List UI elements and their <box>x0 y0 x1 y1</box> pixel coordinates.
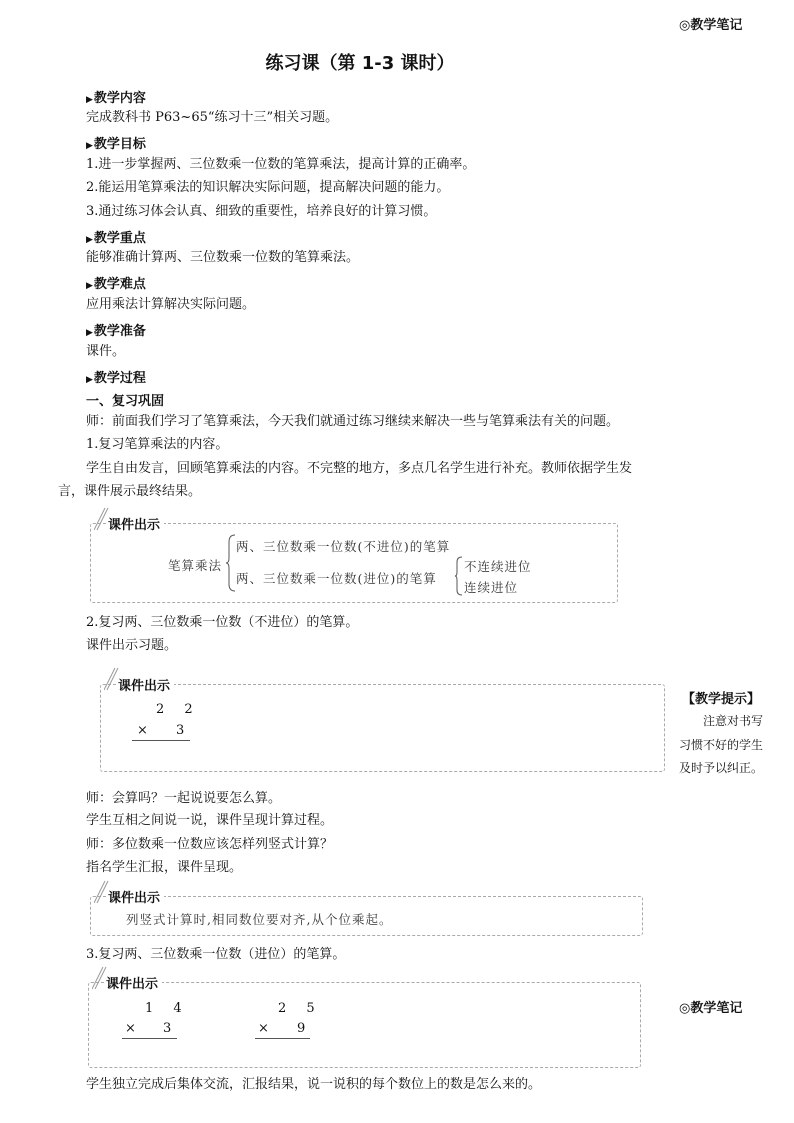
underline <box>132 740 190 741</box>
triangle-icon: ▶ <box>86 95 93 105</box>
tree-root: 笔算乘法 <box>168 558 223 573</box>
times-sign: × <box>258 1021 269 1036</box>
prep-text: 课件。 <box>86 344 126 359</box>
paragraph-t3a: 学生自由发言，回顾笔算乘法的内容。不完整的地方，多点几名学生进行补充。教师依据学生发 <box>86 461 633 476</box>
triangle-icon: ▶ <box>86 141 93 151</box>
paragraph-t5: 课件出示习题。 <box>86 638 178 653</box>
goal-2: 2.能运用笔算乘法的知识解决实际问题，提高解决问题的能力。 <box>86 180 450 195</box>
teaching-tip-header: 【教学提示】 <box>682 692 761 707</box>
content-text: 完成教科书 P63~65“练习十三”相关习题。 <box>86 110 339 125</box>
tree-sub-1: 不连续进位 <box>464 559 532 574</box>
underline <box>255 1038 310 1039</box>
paragraph-t8: 师：多位数乘一位数应该怎样列竖式计算？ <box>86 837 334 852</box>
paragraph-t9: 指名学生汇报，课件呈现。 <box>86 860 243 875</box>
multiplier-b: 9 <box>297 1021 314 1036</box>
paragraph-t6: 师：会算吗？一起说说要怎么算。 <box>86 791 282 806</box>
triangle-icon: ▶ <box>86 281 93 291</box>
triangle-icon: ▶ <box>86 375 93 385</box>
times-sign: × <box>125 1021 136 1036</box>
page-title: 练习课（第 1-3 课时） <box>265 53 455 74</box>
multiplier: 3 <box>176 723 193 738</box>
paragraph-t1: 师：前面我们学习了笔算乘法，今天我们就通过练习继续来解决一些与笔算乘法有关的问题。 <box>86 414 620 429</box>
section-header-prep: ▶教学准备 <box>86 324 146 339</box>
tree-branch-1: 两、三位数乘一位数(不进位)的笔算 <box>236 539 451 554</box>
section-header-process: ▶教学过程 <box>86 371 146 386</box>
paragraph-t4: 2.复习两、三位数乘一位数（不进位）的笔算。 <box>86 615 359 630</box>
part-1-heading: 一、复习巩固 <box>86 394 165 409</box>
tree-branch-2: 两、三位数乘一位数(进位)的笔算 <box>236 571 437 586</box>
left-brace-icon <box>455 556 463 596</box>
tip-line-1: 注意对书写 <box>703 714 764 728</box>
courseware-label: 课件出示 <box>104 973 162 992</box>
paragraph-t2: 1.复习笔算乘法的内容。 <box>86 437 229 452</box>
courseware-label: 课件出示 <box>116 675 174 694</box>
triangle-icon: ▶ <box>86 235 93 245</box>
multiplicand: 2 2 <box>156 702 201 717</box>
section-header-goals: ▶教学目标 <box>86 137 146 152</box>
paragraph-t3b: 言，课件展示最终结果。 <box>58 484 202 499</box>
triangle-icon: ▶ <box>86 328 93 338</box>
difficulty-text: 应用乘法计算解决实际问题。 <box>86 297 256 312</box>
rule-text: 列竖式计算时,相同数位要对齐,从个位乘起。 <box>126 912 393 927</box>
tree-sub-2: 连续进位 <box>464 580 519 595</box>
courseware-label: 课件出示 <box>106 514 164 533</box>
paragraph-t10: 3.复习两、三位数乘一位数（进位）的笔算。 <box>86 947 346 962</box>
paragraph-t7: 学生互相之间说一说，课件呈现计算过程。 <box>86 813 334 828</box>
multiplicand-a: 1 4 <box>145 1001 190 1016</box>
tip-line-3: 及时予以纠正。 <box>679 761 764 775</box>
paragraph-t11: 学生独立完成后集体交流，汇报结果，说一说积的每个数位上的数是怎么来的。 <box>86 1077 542 1092</box>
courseware-label: 课件出示 <box>106 887 164 906</box>
key-text: 能够准确计算两、三位数乘一位数的笔算乘法。 <box>86 250 360 265</box>
goal-1: 1.进一步掌握两、三位数乘一位数的笔算乘法，提高计算的正确率。 <box>86 157 476 172</box>
section-header-content: ▶教学内容 <box>86 91 146 106</box>
teaching-notes-label: ◎教学笔记 <box>679 18 743 33</box>
tip-line-2: 习惯不好的学生 <box>679 738 764 752</box>
section-header-key: ▶教学重点 <box>86 231 146 246</box>
multiplier-a: 3 <box>163 1021 180 1036</box>
underline <box>122 1038 177 1039</box>
times-sign: × <box>137 723 148 738</box>
multiplicand-b: 2 5 <box>278 1001 323 1016</box>
left-brace-icon <box>226 534 236 592</box>
teaching-notes-label: ◎教学笔记 <box>679 1001 743 1016</box>
section-header-difficulty: ▶教学难点 <box>86 277 146 292</box>
goal-3: 3.通过练习体会认真、细致的重要性，培养良好的计算习惯。 <box>86 204 437 219</box>
